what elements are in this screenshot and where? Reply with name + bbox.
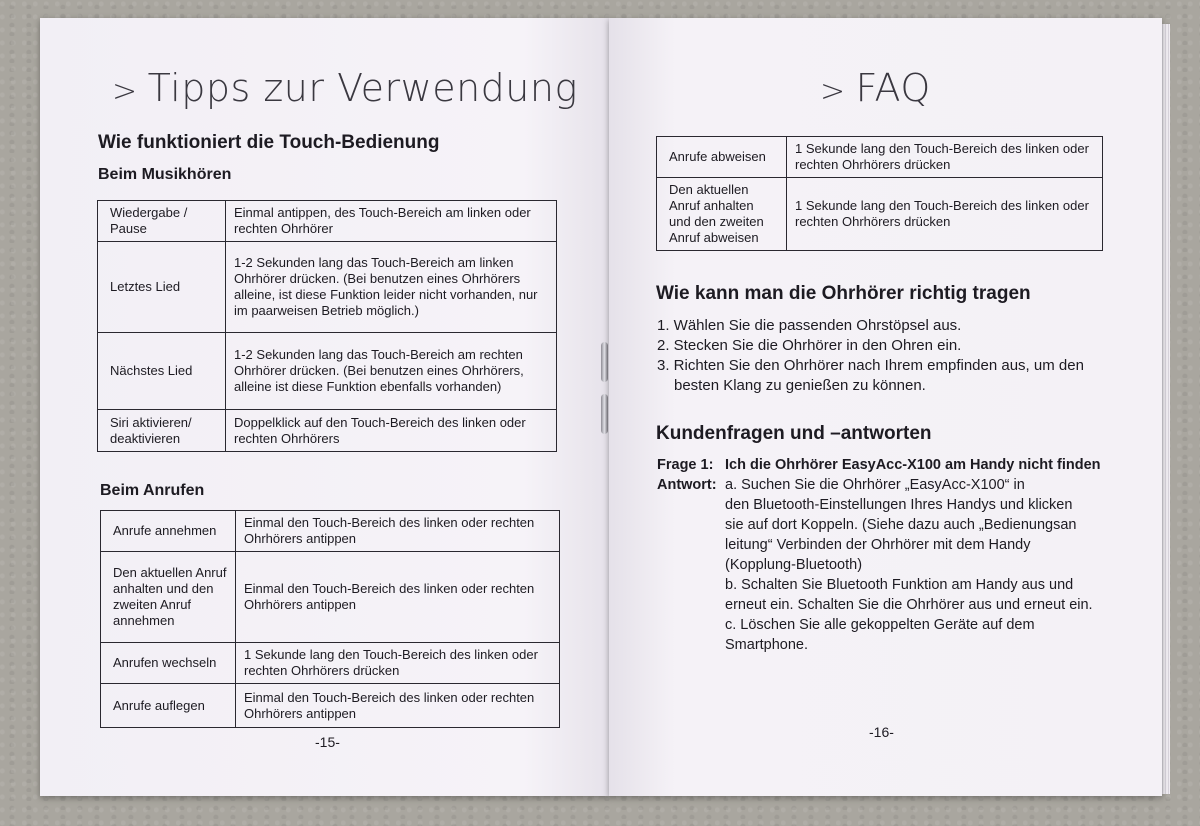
table-cell-desc: 1 Sekunde lang den Touch-Bereich des linken oder rechten Ohrhörers drücken	[236, 643, 560, 684]
answer-line: a. Suchen Sie die Ohrhörer „EasyAcc-X100“ in	[725, 477, 1025, 493]
faq-entry	[657, 455, 1152, 655]
table-cell-action: Siri aktivieren/ deaktivieren	[98, 410, 226, 452]
answer-label: Antwort:	[657, 477, 717, 493]
question-label: Frage 1:	[657, 457, 714, 473]
music-heading: Beim Musikhören	[98, 166, 232, 183]
answer-line: den Bluetooth-Einstellungen Ihres Handys und klicken	[725, 497, 1073, 513]
table-cell-desc: 1 Sekunde lang den Touch-Bereich des linken oder rechten Ohrhörers drücken	[787, 137, 1103, 178]
table-cell-action: Den aktuellen Anruf anhalten und den zweiten Anruf annehmen	[101, 552, 236, 643]
table-cell-desc: 1-2 Sekunden lang das Touch-Bereich am rechten Ohrhörer drücken. (Bei benutzen eines Ohrhörers, alleine ist diese Funktion ebenfalls vorhanden)	[226, 333, 557, 410]
right-page-title: > FAQ	[820, 66, 931, 110]
calls-heading: Beim Anrufen	[100, 482, 205, 499]
answer-line: sie auf dort Koppeln. (Siehe dazu auch „Bedienungsan	[725, 517, 1077, 533]
list-item: 2. Stecken Sie die Ohrhörer in den Ohren ein.	[657, 337, 962, 354]
table-cell-desc: Einmal antippen, des Touch-Bereich am linken oder rechten Ohrhörer	[226, 201, 557, 242]
table-cell-action: Anrufe annehmen	[101, 511, 236, 552]
wear-steps	[657, 316, 1084, 396]
booklet	[40, 18, 1162, 796]
faq-table	[656, 136, 1103, 251]
table-cell-desc: Doppelklick auf den Touch-Bereich des linken oder rechten Ohrhörers	[226, 410, 557, 452]
table-row	[101, 643, 560, 684]
table-cell-desc: Einmal den Touch-Bereich des linken oder rechten Ohrhörers antippen	[236, 552, 560, 643]
staple-top	[601, 342, 608, 382]
table-cell-desc: Einmal den Touch-Bereich des linken oder rechten Ohrhörers antippen	[236, 684, 560, 728]
touch-section-heading: Wie funktioniert die Touch-Bedienung	[98, 132, 440, 153]
table-row	[657, 137, 1103, 178]
table-cell-action: Wiedergabe / Pause	[98, 201, 226, 242]
table-row	[98, 410, 557, 452]
table-cell-action: Nächstes Lied	[98, 333, 226, 410]
table-cell-desc: Einmal den Touch-Bereich des linken oder rechten Ohrhörers antippen	[236, 511, 560, 552]
faq-heading: Kundenfragen und –antworten	[656, 423, 932, 444]
table-cell-desc: 1 Sekunde lang den Touch-Bereich des linken oder rechten Ohrhörers drücken	[787, 178, 1103, 251]
table-cell-action: Anrufen wechseln	[101, 643, 236, 684]
staple-bottom	[601, 394, 608, 434]
table-row	[657, 178, 1103, 251]
question-text: Ich die Ohrhörer EasyAcc-X100 am Handy nicht finden	[725, 457, 1101, 473]
list-item: 1. Wählen Sie die passenden Ohrstöpsel aus.	[657, 317, 962, 334]
answer-line: erneut ein. Schalten Sie die Ohrhörer aus und erneut ein.	[725, 597, 1093, 613]
left-page-title: > Tipps zur Verwendung	[112, 66, 578, 110]
chevron-right-icon: >	[820, 74, 846, 109]
table-row	[98, 333, 557, 410]
wear-heading: Wie kann man die Ohrhörer richtig tragen	[656, 283, 1031, 304]
page-stack-edge	[1162, 24, 1170, 794]
table-row	[101, 552, 560, 643]
table-row	[98, 201, 557, 242]
answer-line: c. Löschen Sie alle gekoppelten Geräte auf dem	[725, 617, 1035, 633]
answer-line: b. Schalten Sie Bluetooth Funktion am Handy aus und	[725, 577, 1074, 593]
table-cell-action: Den aktuellen Anruf anhalten und den zweiten Anruf abweisen	[657, 178, 787, 251]
music-table	[97, 200, 557, 452]
table-row	[101, 684, 560, 728]
answer-line: (Kopplung-Bluetooth)	[725, 557, 863, 573]
table-cell-desc: 1-2 Sekunden lang das Touch-Bereich am linken Ohrhörer drücken. (Bei benutzen eines Ohrhörers alleine, ist diese Funktion leider nicht vorhanden, nur im paarweisen Betrieb möglich.)	[226, 242, 557, 333]
page-number-right: -16-	[869, 724, 894, 740]
table-cell-action: Letztes Lied	[98, 242, 226, 333]
calls-table	[100, 510, 560, 728]
table-cell-action: Anrufe abweisen	[657, 137, 787, 178]
chevron-right-icon: >	[112, 74, 138, 109]
table-row	[98, 242, 557, 333]
left-page	[40, 18, 609, 796]
table-cell-action: Anrufe auflegen	[101, 684, 236, 728]
right-page	[609, 18, 1162, 796]
answer-line: leitung“ Verbinden der Ohrhörer mit dem Handy	[725, 537, 1031, 553]
answer-line: Smartphone.	[725, 637, 809, 653]
list-item: 3. Richten Sie den Ohrhörer nach Ihrem empfinden aus, um den	[657, 357, 1084, 374]
list-item: besten Klang zu genießen zu können.	[674, 377, 926, 394]
table-row	[101, 511, 560, 552]
page-number-left: -15-	[315, 734, 340, 750]
